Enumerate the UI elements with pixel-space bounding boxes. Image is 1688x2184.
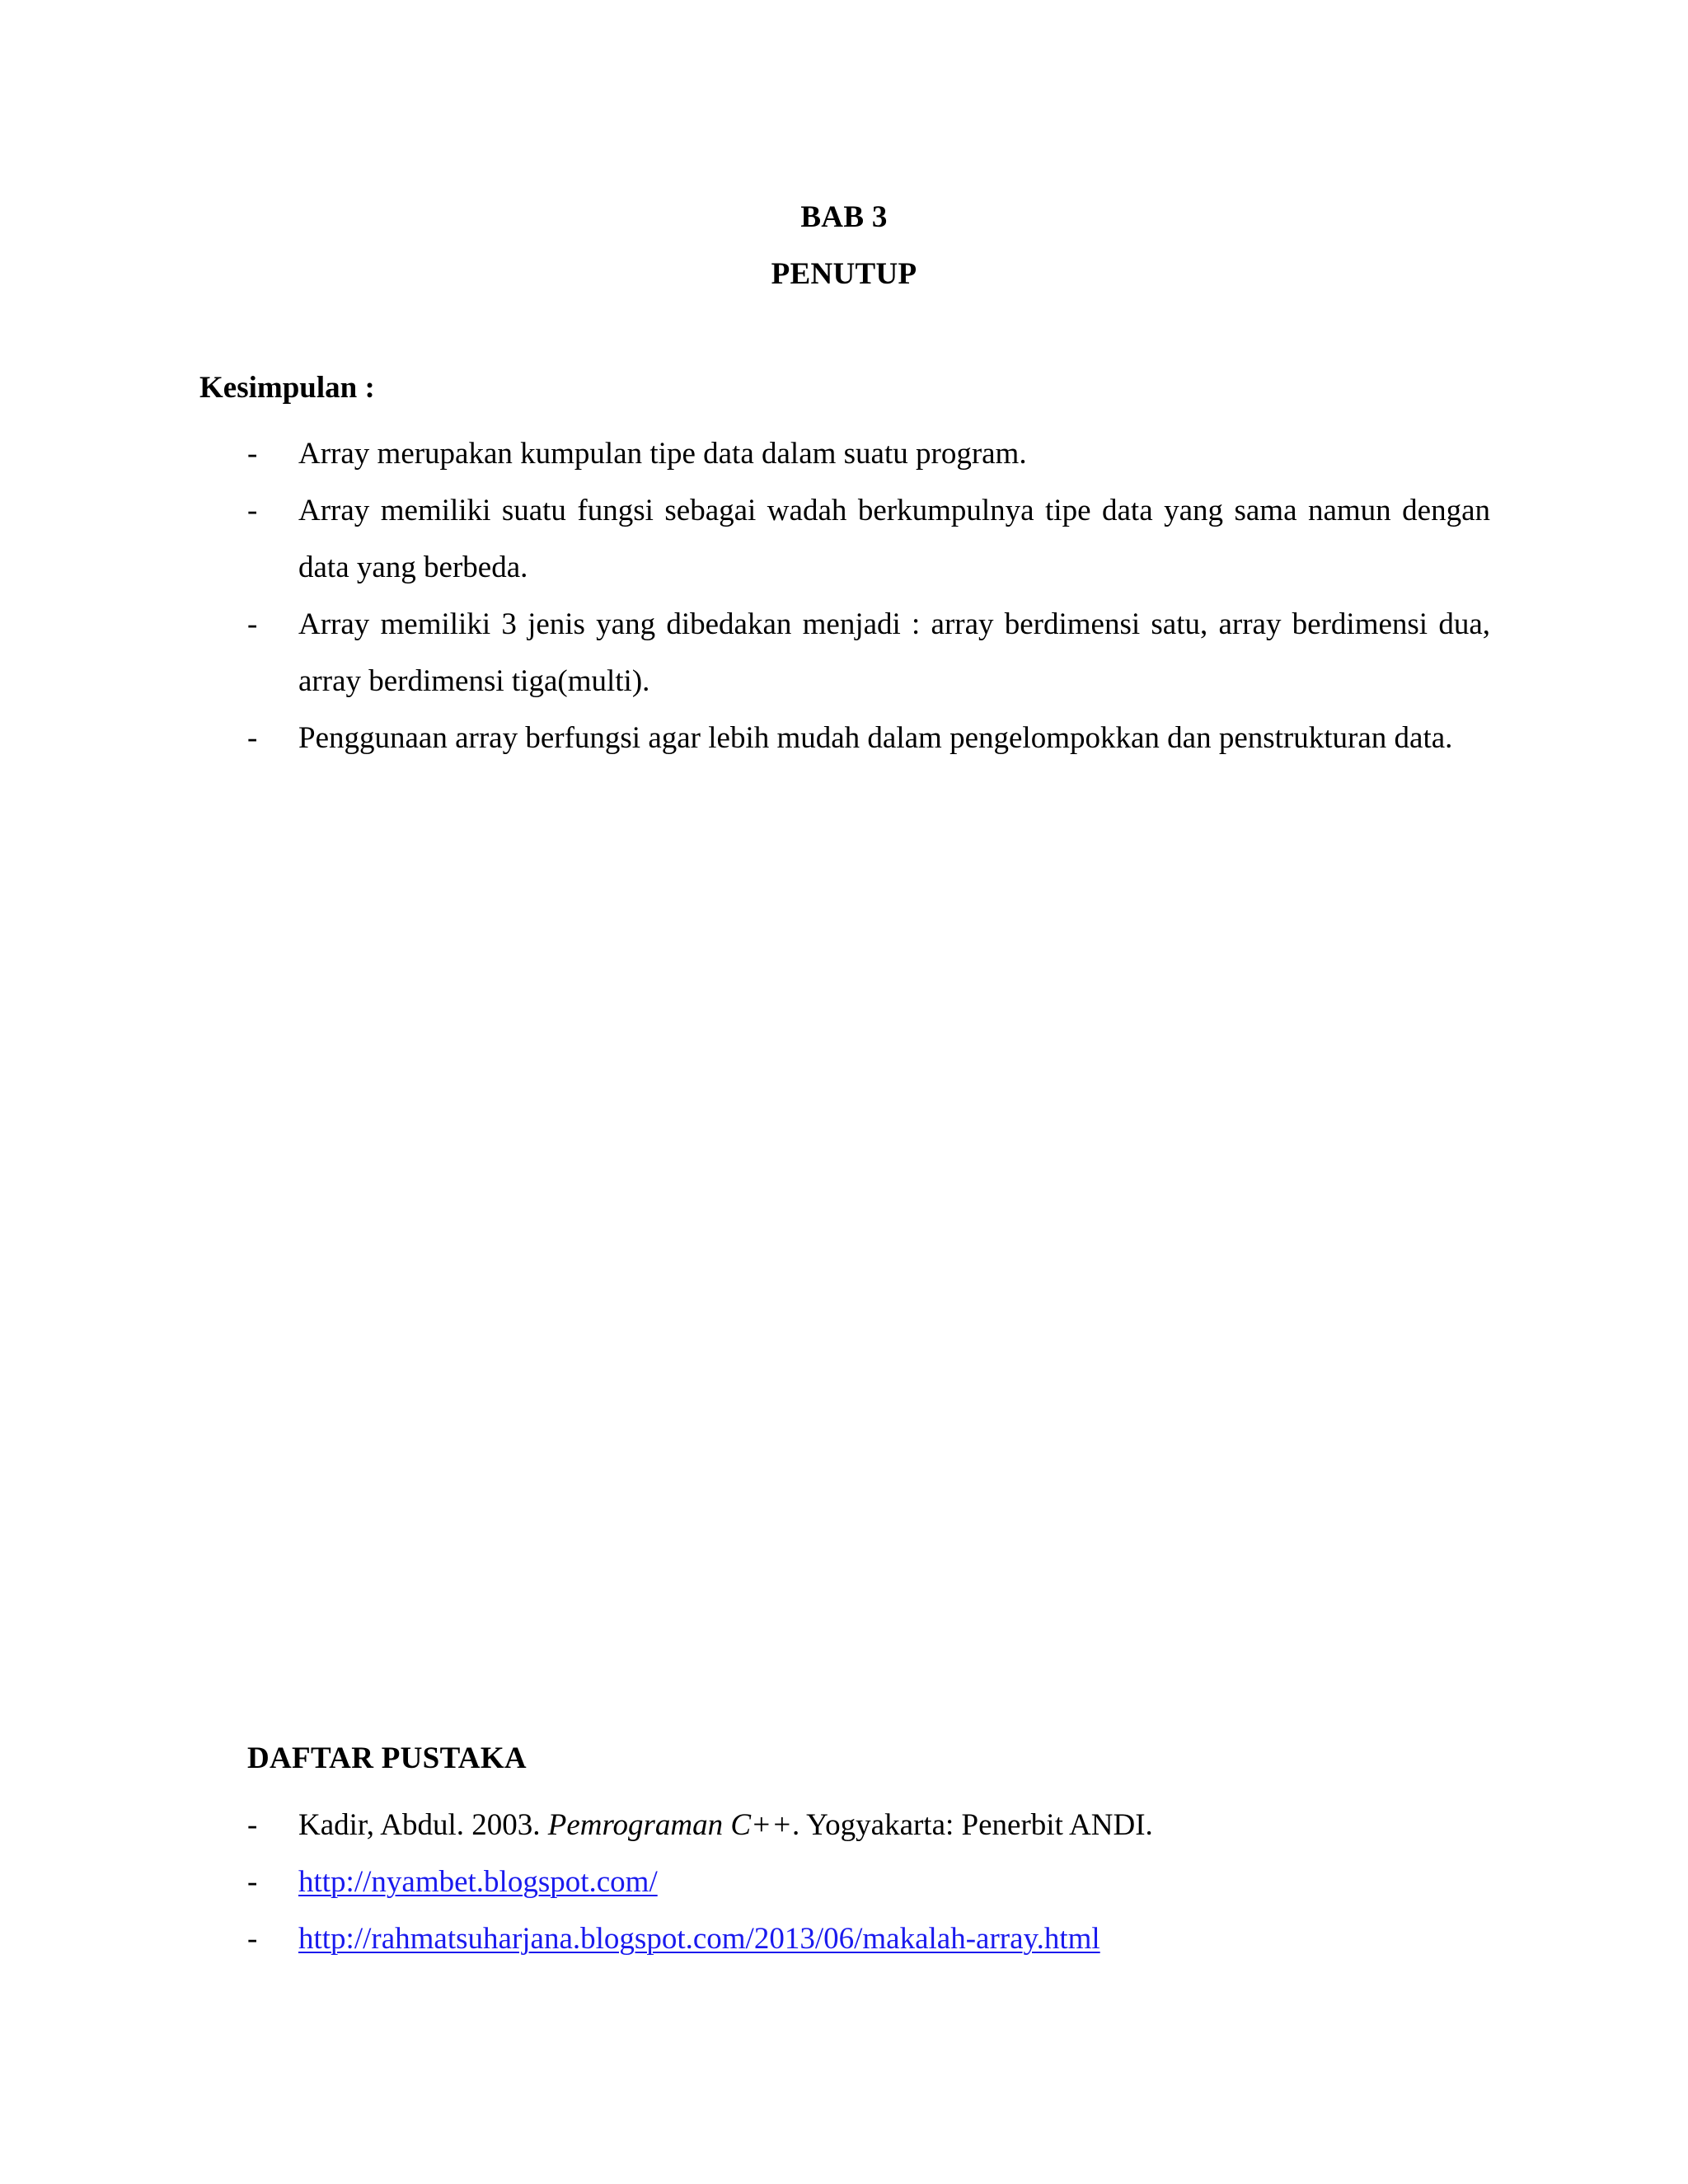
conclusion-text: Array memiliki 3 jenis yang dibedakan menjadi : array berdimensi satu, array berdimensi dua, array berdimensi tiga(multi). — [298, 607, 1490, 698]
list-item — [247, 710, 1490, 766]
list-item — [247, 425, 1490, 482]
list-item — [247, 596, 1490, 710]
dash-bullet: - — [247, 721, 258, 755]
references-heading: DAFTAR PUSTAKA — [247, 1741, 527, 1775]
chapter-title: PENUTUP — [771, 257, 917, 291]
conclusion-text: Array merupakan kumpulan tipe data dalam suatu program. — [298, 437, 1027, 471]
conclusion-text: Penggunaan array berfungsi agar lebih mudah dalam pengelompokkan dan penstrukturan data. — [298, 721, 1453, 755]
dash-bullet: - — [247, 1865, 258, 1899]
conclusion-list — [247, 425, 1490, 766]
list-item — [247, 482, 1490, 596]
book-publisher: . Yogyakarta: Penerbit ANDI. — [792, 1808, 1153, 1842]
dash-bullet: - — [247, 1808, 258, 1842]
chapter-number: BAB 3 — [800, 200, 888, 234]
book-title: Pemrograman C++ — [547, 1808, 792, 1842]
conclusion-heading: Kesimpulan : — [199, 371, 375, 405]
dash-bullet: - — [247, 1922, 258, 1956]
reference-item — [247, 1910, 1490, 1967]
reference-link[interactable]: http://rahmatsuharjana.blogspot.com/2013/06/makalah-array.html — [298, 1922, 1100, 1956]
dash-bullet: - — [247, 607, 258, 641]
conclusion-text: Array memiliki suatu fungsi sebagai wadah berkumpulnya tipe data yang sama namun dengan data yang berbeda. — [298, 494, 1490, 584]
reference-link[interactable]: http://nyambet.blogspot.com/ — [298, 1865, 658, 1899]
reference-item — [247, 1854, 1490, 1910]
dash-bullet: - — [247, 494, 258, 527]
reference-item — [247, 1797, 1490, 1854]
book-author-year: Kadir, Abdul. 2003. — [298, 1808, 548, 1842]
book-reference — [298, 1797, 1490, 1854]
dash-bullet: - — [247, 437, 258, 471]
references-list — [247, 1797, 1490, 1967]
